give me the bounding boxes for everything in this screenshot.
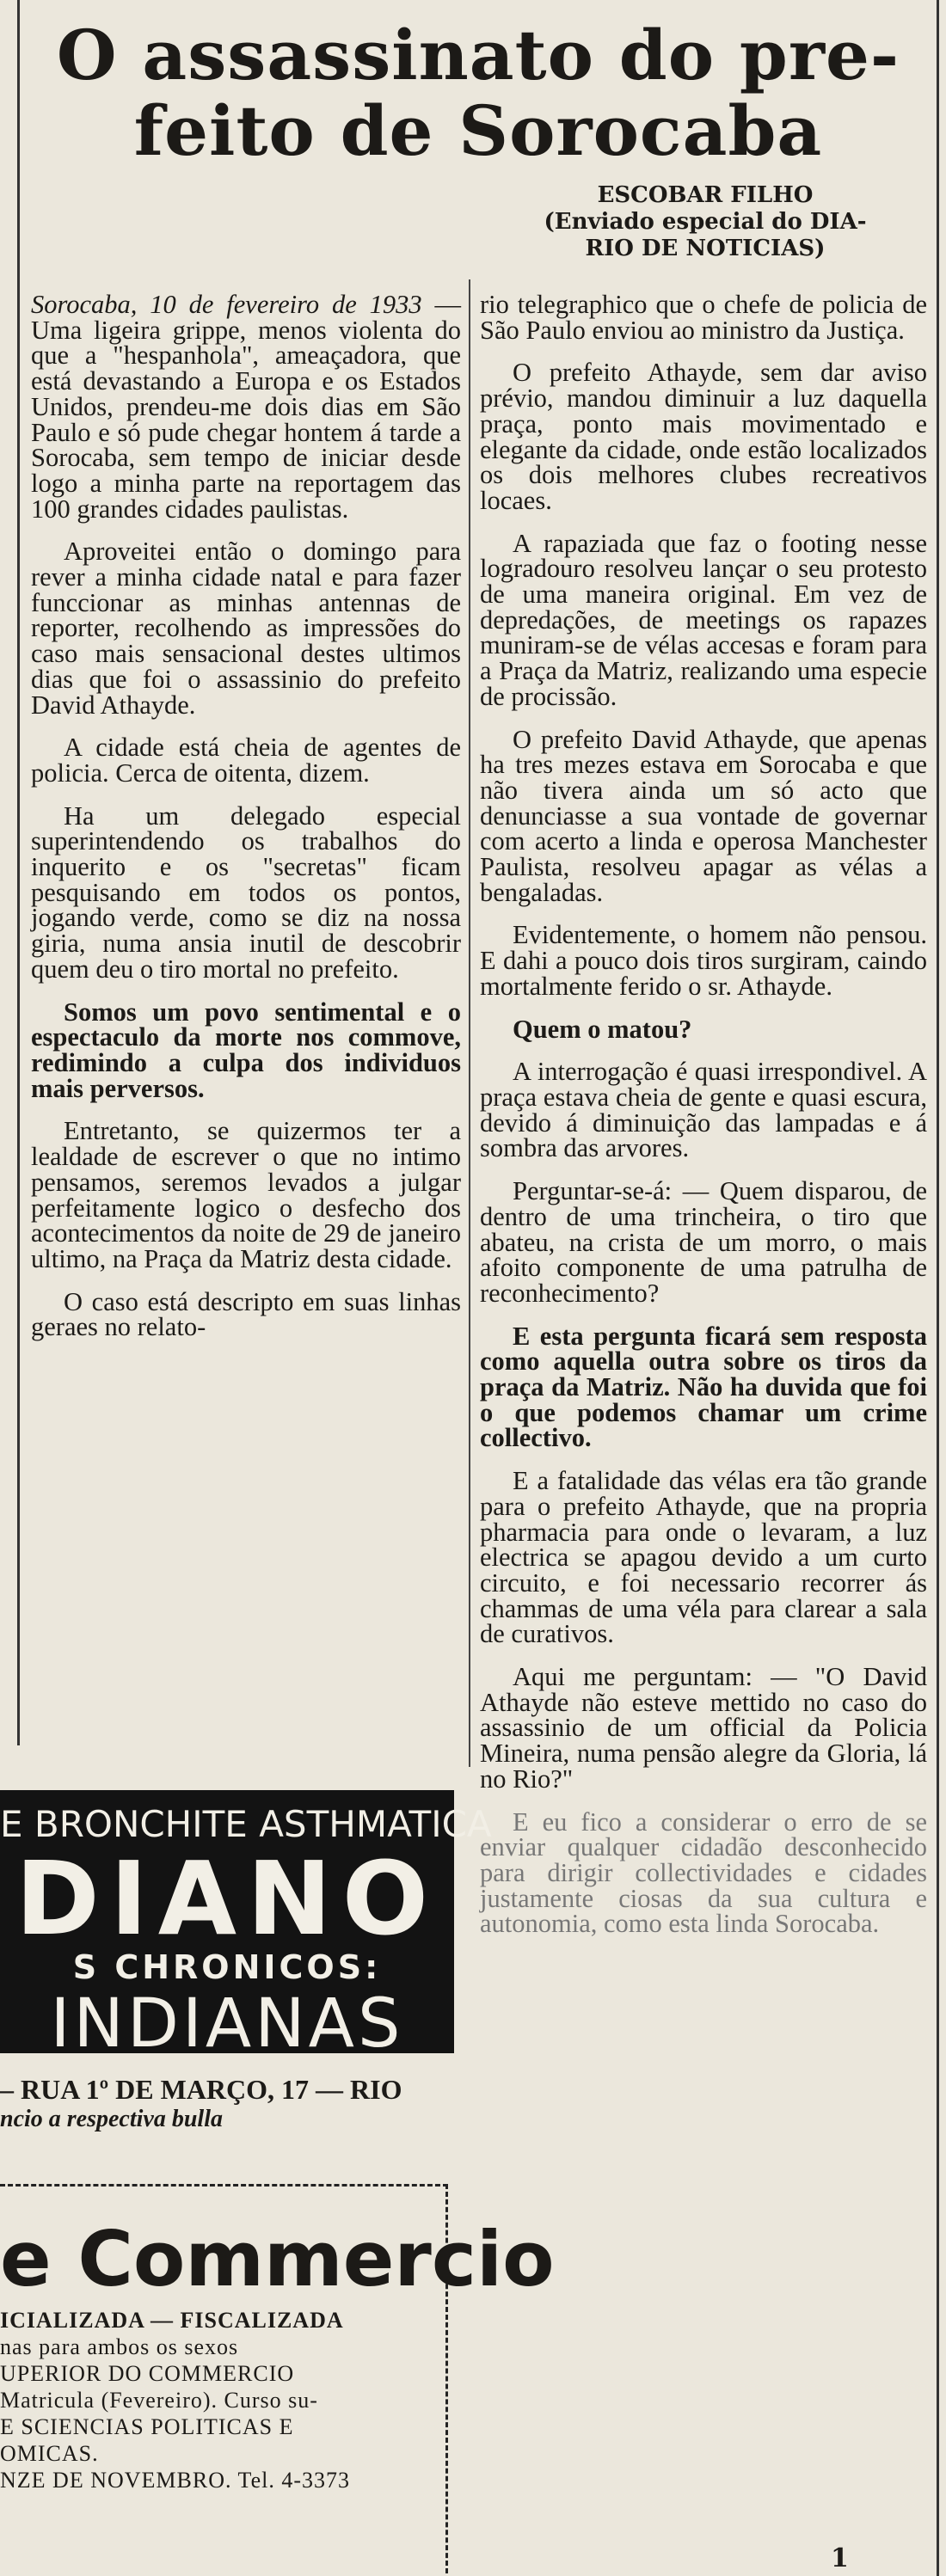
column-divider — [469, 279, 470, 1767]
ad-commercio-line: Matricula (Fevereiro). Curso su- — [0, 2388, 318, 2413]
headline — [22, 17, 934, 169]
paragraph: A cidade está cheia de agentes de policia. Cerca de oitenta, dizem. — [31, 733, 461, 788]
ad-commercio-title: e Commercio — [0, 2215, 555, 2303]
paragraph: Somos um povo sentimental e o espectaculo da morte nos commove, redimindo a culpa dos individuos mais perversos. — [31, 997, 461, 1103]
dateline: Sorocaba, 10 de fevereiro de 1933 — [31, 290, 422, 319]
byline — [482, 182, 929, 262]
advertisement-commercio — [0, 2184, 555, 2573]
ad-line-indianas: INDIANAS — [50, 1985, 404, 2063]
left-border-rule — [17, 0, 20, 1745]
headline-line-1: O assassinato do pre- — [56, 15, 900, 95]
subheading-question: Quem o matou? — [513, 1014, 692, 1044]
paragraph: E a fatalidade das vélas era tão grande para o prefeito Athayde, que na propria pharmacia para onde o levaram, a luz electrica se apagou devido a um curto circuito, e foi necessario recorrer ás chammas de uma véla para clarear a sala de curativos. — [480, 1466, 927, 1649]
paragraph: rio telegraphico que o chefe de policia de São Paulo enviou ao ministro da Justiça. — [480, 290, 927, 345]
page-mark: 1 — [831, 2543, 849, 2573]
paragraph: Entretanto, se quizermos ter a lealdade de escrever o que no intimo pensamos, seremos levados a julgar perfeitamente logico o desfecho dos acontecimentos da noite de 29 de janeiro ultimo, na Praça da Matriz desta cidade. — [31, 1116, 461, 1273]
ad-line-chronicos: S CHRONICOS: — [72, 1948, 382, 1986]
paragraph: A interrogação é quasi irrespondivel. A praça estava cheia de gente e quasi escura, devido á diminuição das lampadas e á sombra das arvores. — [480, 1057, 927, 1163]
article-left-column — [31, 292, 461, 1763]
headline-line-2: feito de Sorocaba — [133, 90, 823, 171]
paragraph: Aproveitei então o domingo para rever a minha cidade natal e para fazer funccionar as minhas antennas de reporter, recolhendo as impressões do caso mais sensacional destes ultimos dias que foi o assassinio do prefeito David Athayde. — [31, 537, 461, 720]
ad-commercio-line: ICIALIZADA — FISCALIZADA — [0, 2308, 344, 2333]
paragraph: Perguntar-se-á: — Quem disparou, de dentro de uma trincheira, o tiro que abateu, na crista de um morro, o mais afoito componente de uma patrulha de reconhecimento? — [480, 1176, 927, 1308]
paragraph: Aqui me perguntam: — "O David Athayde não esteve mettido no caso do assassinio de um official da Policia Mineira, numa pensão alegre da Gloria, lá no Rio?" — [480, 1662, 927, 1794]
paragraph-text: — Uma ligeira grippe, menos violenta do que a "hespanhola", ameaçadora, que está devastando a Europa e os Estados Unidos, prendeu-me dois dias em São Paulo e só pude chegar hontem á tarde a Sorocaba, sem tempo de iniciar desde logo a minha parte na reportagem das 100 grandes cidades paulistas. — [31, 290, 462, 524]
byline-author: ESCOBAR FILHO — [597, 182, 814, 208]
paragraph: E esta pergunta ficará sem resposta como aquella outra sobre os tiros da praça da Matriz. Não ha duvida que foi o que podemos chamar um crime collectivo. — [480, 1321, 927, 1453]
ad-address: – RUA 1º DE MARÇO, 17 — RIO — [0, 2074, 402, 2105]
paragraph: O caso está descripto em suas linhas geraes no relato- — [31, 1286, 461, 1342]
paragraph: O prefeito Athayde, sem dar aviso prévio, mandou diminuir a luz daquella praça, ponto mais movimentado e elegante da cidade, onde estão localizados os dois melhores clubes recreativos locaes. — [480, 358, 927, 515]
ad-commercio-line: NZE DE NOVEMBRO. Tel. 4-3373 — [0, 2468, 351, 2493]
paragraph: O prefeito David Athayde, que apenas ha tres mezes estava em Sorocaba e que não tivera ainda um só acto que denunciasse a sua vontade de governar com acerto a linda e operosa Manchester Paulista, resolveu apagar as vélas a bengaladas. — [480, 724, 927, 907]
paragraph: A rapaziada que faz o footing nesse logradouro resolveu lançar o seu protesto de uma maneira original. Em vez de depredações, de meetings os rapazes muniram-se de vélas accesas e foram para a Praça da Matriz, realizando uma especie de procissão. — [480, 528, 927, 711]
ad-commercio-line: nas para ambos os sexos — [0, 2334, 239, 2359]
right-border-rule — [937, 0, 939, 2576]
ad-commercio-line: E SCIENCIAS POLITICAS E — [0, 2414, 294, 2439]
advertisement-bronchite — [0, 1790, 492, 2063]
ad-line-bronchite: E BRONCHITE ASTHMATICA — [0, 1803, 492, 1845]
byline-credit-line-2: RIO DE NOTICIAS) — [585, 236, 826, 261]
ad-bulla-note: ncio a respectiva bulla — [0, 2106, 223, 2132]
paragraph: E eu fico a considerar o erro de se enviar qualquer cidadão desconhecido para dirigir collectividades e cidades justamente ciosas da sua cultura e autonomia, como esta linda Sorocaba. — [480, 1806, 927, 1939]
paragraph — [31, 292, 461, 522]
paragraph: Evidentemente, o homem não pensou. E dahi a pouco dois tiros surgiram, caindo mortalmente ferido o sr. Athayde. — [480, 920, 927, 1001]
ad-commercio-line: UPERIOR DO COMMERCIO — [0, 2361, 295, 2386]
ad-line-diano: DIANO — [15, 1839, 439, 1958]
ad-commercio-line: OMICAS. — [0, 2441, 99, 2466]
byline-credit-line-1: (Enviado especial do DIA- — [544, 209, 867, 235]
paragraph: Ha um delegado especial superintendendo os trabalhos do inquerito e os "secretas" ficam pesquisando em todos os pontos, jogando verde, como se diz na nossa giria, numa ansia inutil de descobrir quem deu o tiro mortal no prefeito. — [31, 800, 461, 984]
